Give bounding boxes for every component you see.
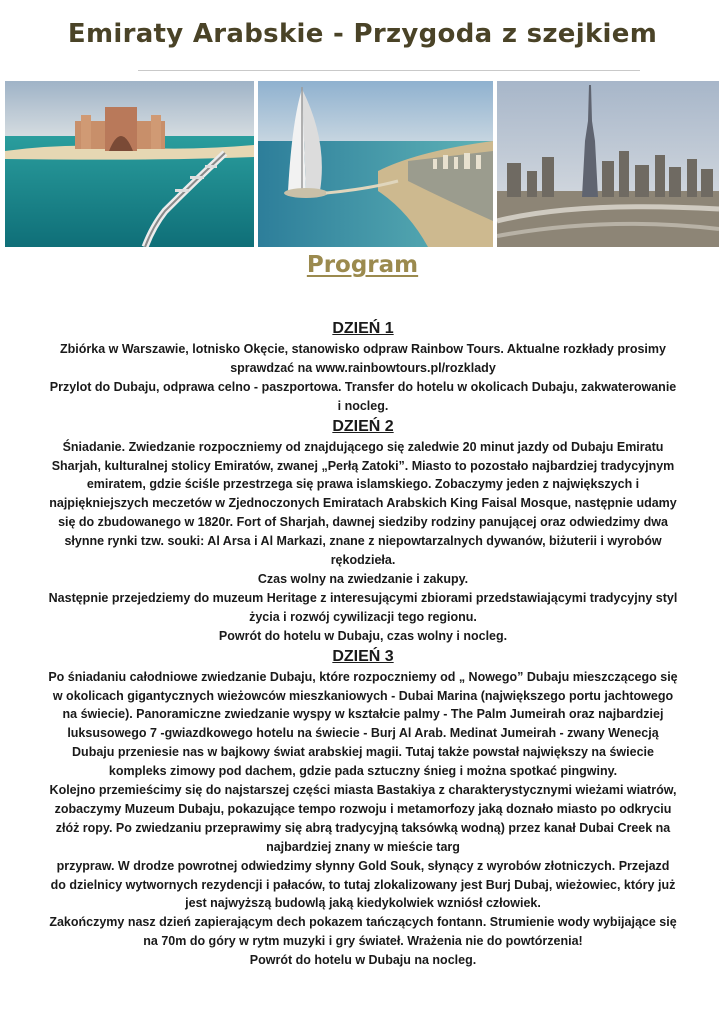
day-paragraph: Następnie przejedziemy do muzeum Heritage z interesującymi zbiorami przedstawiającymi tradycyjny styl życia i rozwój cywilizacji tego regionu. [48,590,678,624]
palm-jumeirah-photo [5,81,254,247]
page-title: Emiraty Arabskie - Przygoda z szejkiem [67,19,658,50]
day-paragraph: Po śniadaniu całodniowe zwiedzanie Dubaju, które rozpoczniemy od „ Nowego” Dubaju mieszczącego się w okolicach gigantycznych wieżowców mieszkaniowych - Dubai Marina (największego portu jachtowego na świecie). Panoramiczne zwiedzanie wyspy w kształcie palmy - The Palm Jumeirah oraz najbardziej luksusowego 7 -gwiazdkowego hotelu na świecie - Burj Al Arab. Medinat Jumeirah - zwany Wenecją Dubaju przeniesie nas w bajkowy świat arabskiej magii. Tutaj także powstał największy na świecie kompleks zimowy pod dachem, gdzie pada sztuczny śnieg i można spotkać pingwiny. [48,669,678,779]
day-paragraph: Przylot do Dubaju, odprawa celno - paszportowa. Transfer do hotelu w okolicach Dubaju, zakwaterowanie i nocleg. [49,379,677,413]
dubai-skyline-photo [497,81,719,247]
day-section [48,318,678,416]
burj-al-arab-photo [258,81,493,247]
itinerary [48,318,678,970]
day-section [48,416,678,646]
day-heading: DZIEŃ 2 [332,417,394,435]
day-paragraph: Kolejno przemieścimy się do najstarszej części miasta Bastakiya z charakterystycznymi wieżami wiatrów, zobaczymy Muzeum Dubaju, pokazujące tempo rozwoju i metamorfozy jaką doznało miasto po odkryciu złóż ropy. Po zwiedzaniu przeprawimy się abrą tradycyjną taksówką wodną) przez kanał Dubai Creek na najbardziej znany w mieście targ [49,783,677,854]
day-paragraph: Śniadanie. Zwiedzanie rozpoczniemy od znajdującego się zaledwie 20 minut jazdy od Dubaju Emiratu Sharjah, kulturalnej stolicy Emiratów, zwanej „Perłą Zatoki”. Miasto to pozostało najbardziej tradycyjnym emiratem, gdzie ściśle przestrzega się prawa islamskiego. Zobaczymy jeden z największych i najpiękniejszych meczetów w Zjednoczonych Emiratach Arabskich King Faisal Mosque, następnie udamy się do zbudowanego w 1820r. Fort of Sharjah, dawnej siedziby rodziny panującej oraz odwiedzimy dwa słynne rynki tzw. souki: Al Arsa i Al Markazi, znane z niepowtarzalnych dywanów, biżuterii i wyrobów rękodzieła. [49,439,677,568]
day-paragraph: Powrót do hotelu w Dubaju na nocleg. [249,953,477,968]
day-paragraph: Zakończymy nasz dzień zapierającym dech pokazem tańczących fontann. Strumienie wody wybijające się na 70m do góry w rytm muzyki i gry świateł. Wrażenia nie do powtórzenia! [49,915,677,949]
day-paragraph: Zbiórka w Warszawie, lotnisko Okęcie, stanowisko odpraw Rainbow Tours. Aktualne rozkłady prosimy sprawdzać na www.rainbowtours.pl/rozklady [60,342,666,375]
program-heading: Program [306,252,419,278]
day-paragraph: Powrót do hotelu w Dubaju, czas wolny i nocleg. [218,628,508,643]
day-paragraph: przypraw. W drodze powrotnej odwiedzimy słynny Gold Souk, słynący z wyrobów złotniczych. Przejazd do dzielnicy wytwornych rezydencji i pałaców, to tutaj zlokalizowany jest Burj Dubaj, wieżowiec, który już jest najwyższą budowlą jaką kiedykolwiek wzniósł człowiek. [50,858,676,911]
title-divider [138,70,640,71]
day-heading: DZIEŃ 3 [332,647,394,665]
day-section [48,646,678,971]
photo-strip [0,81,725,248]
day-heading: DZIEŃ 1 [332,320,394,337]
day-paragraph: Czas wolny na zwiedzanie i zakupy. [257,571,469,586]
